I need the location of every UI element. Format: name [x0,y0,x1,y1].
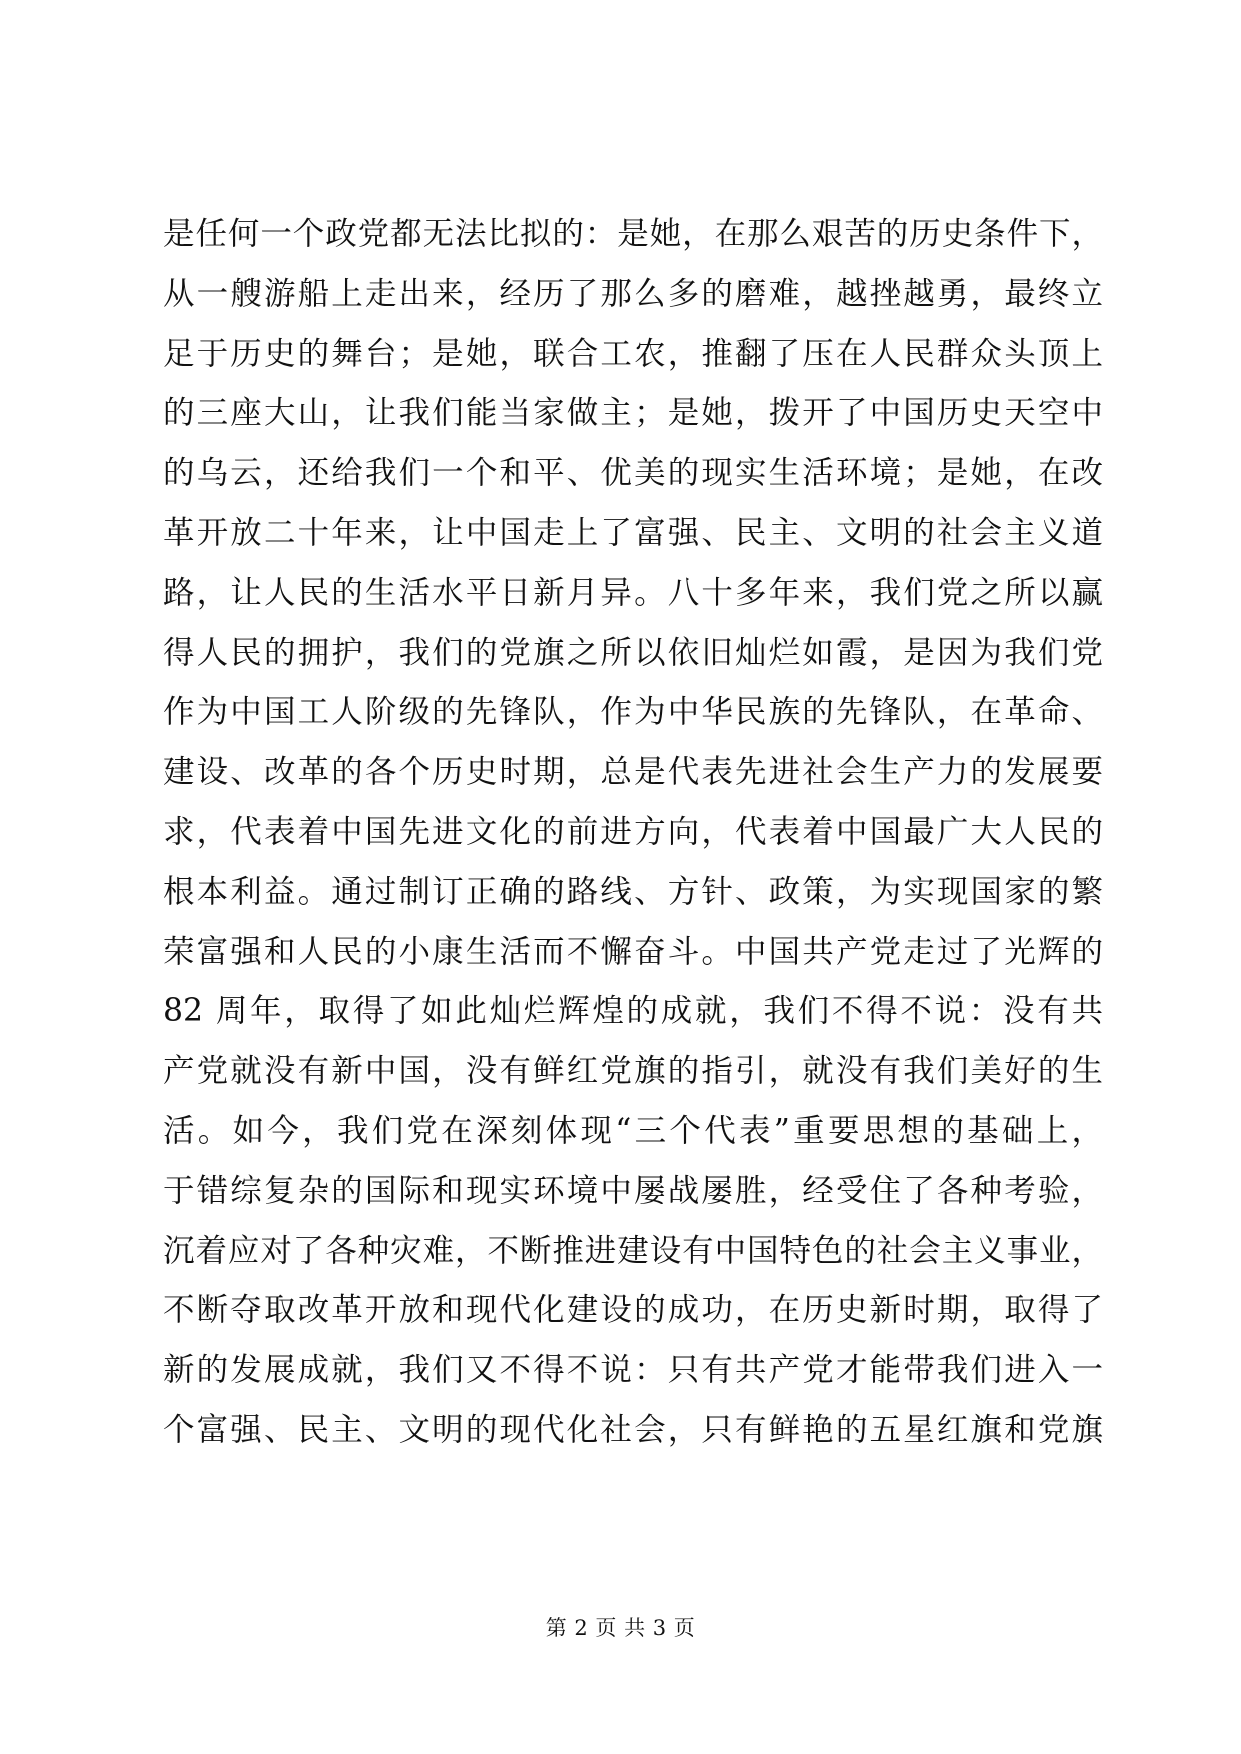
page-number-footer: 第 2 页 共 3 页 [545,1616,696,1640]
body-text [163,205,1103,1461]
text-line: 荣富强和人民的小康生活而不懈奋斗。中国共产党走过了光辉的 [163,933,1103,970]
text-line: 于错综复杂的国际和现实环境中屡战屡胜，经受住了各种考验， [163,1172,1103,1209]
text-line: 产党就没有新中国，没有鲜红党旗的指引，就没有我们美好的生 [163,1053,1103,1090]
text-line: 个富强、民主、文明的现代化社会，只有鲜艳的五星红旗和党旗 [163,1411,1103,1448]
text-line: 作为中国工人阶级的先锋队，作为中华民族的先锋队，在革命、 [163,694,1103,731]
text-line: 的三座大山，让我们能当家做主；是她，拨开了中国历史天空中 [163,395,1103,432]
text-line: 求，代表着中国先进文化的前进方向，代表着中国最广大人民的 [163,813,1103,850]
text-line: 是任何一个政党都无法比拟的：是她，在那么艰苦的历史条件下， [163,216,1103,252]
text-line: 的乌云，还给我们一个和平、优美的现实生活环境；是她，在改 [163,455,1103,492]
text-line: 不断夺取改革开放和现代化建设的成功，在历史新时期，取得了 [163,1292,1103,1329]
text-line: 从一艘游船上走出来，经历了那么多的磨难，越挫越勇，最终立 [163,275,1103,312]
text-line: 新的发展成就，我们又不得不说：只有共产党才能带我们进入一 [163,1352,1103,1389]
text-line: 活。如今，我们党在深刻体现“三个代表”重要思想的基础上， [163,1112,1103,1149]
text-line: 得人民的拥护，我们的党旗之所以依旧灿烂如霞，是因为我们党 [163,634,1103,671]
text-line: 沉着应对了各种灾难，不断推进建设有中国特色的社会主义事业， [163,1232,1103,1269]
text-line: 根本利益。通过制订正确的路线、方针、政策，为实现国家的繁 [163,873,1103,910]
text-line: 革开放二十年来，让中国走上了富强、民主、文明的社会主义道 [163,514,1103,551]
text-line: 建设、改革的各个历史时期，总是代表先进社会生产力的发展要 [163,754,1103,791]
text-line: 82 周年，取得了如此灿烂辉煌的成就，我们不得不说：没有共 [163,993,1103,1030]
text-line: 足于历史的舞台；是她，联合工农，推翻了压在人民群众头顶上 [163,335,1103,372]
text-line: 路，让人民的生活水平日新月异。八十多年来，我们党之所以赢 [163,574,1103,611]
